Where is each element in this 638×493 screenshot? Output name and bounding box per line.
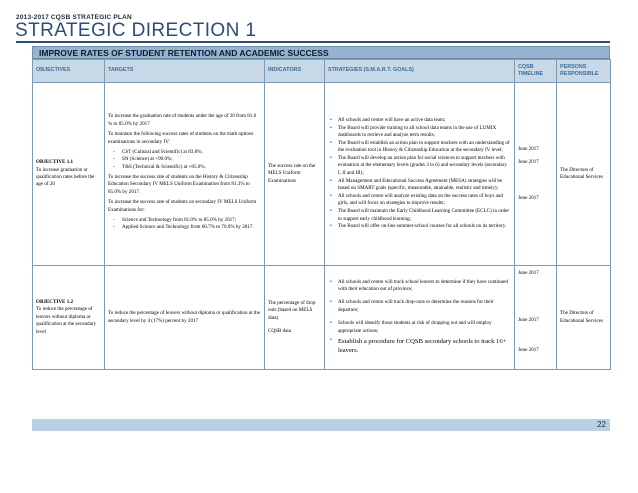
indicator-text: CQSB data [268, 327, 292, 334]
objective-title: OBJECTIVE 1.2 [36, 299, 74, 306]
objective-title: OBJECTIVE 1.1 [36, 159, 74, 166]
list-item: • All Management and Educational Success Agreement (MESA) strategies will be based on SMART goals (specific, measurable, attainable, realistic and timely); [338, 178, 511, 193]
target-list [108, 149, 261, 171]
page-number: 22 [597, 420, 606, 429]
list-item: • The Board will establish an action plan to support teachers with an understanding of the evaluation tool in History & Citizenship Education at the secondary IV level; [338, 140, 511, 155]
strategy-table [32, 59, 611, 370]
timeline-date: June 2017 [518, 194, 539, 201]
col-objectives: OBJECTIVES [33, 60, 105, 83]
objective-text: To increase graduation or qualification rates before the age of 20 [36, 166, 95, 188]
indicators-cell: The success rate on the MELS Uniform Examinations [265, 83, 325, 266]
list-item: • All schools and centre will track drop-outs to determine the reasons for their departure; [338, 299, 511, 314]
list-item: • Schools will identify those students at risk of dropping out and will employ appropriate actions; [338, 320, 511, 335]
list-item: - CST (Cultural and Scientific) at 83.8%; [116, 149, 261, 156]
col-timeline: CQSB TIMELINE [515, 60, 557, 83]
table-row [33, 266, 611, 370]
document-kicker: 2013-2017 CQSB STRATEGIC PLAN [16, 14, 132, 21]
list-item: • All schools and centre will have an active data team; [338, 117, 511, 124]
timeline-date: June 2017 [518, 145, 539, 152]
targets-cell: To reduce the percentage of leavers without diploma or qualification at the secondary level by 4 (17%) percent by 2017 [105, 266, 265, 370]
list-item: • All schools and centre will track school leavers to determine if they have continued with their education out of province; [338, 279, 511, 294]
section-banner: IMPROVE RATES OF STUDENT RETENTION AND ACADEMIC SUCCESS [32, 46, 610, 59]
page-title: STRATEGIC DIRECTION 1 [15, 20, 257, 41]
timeline-date: June 2017 [518, 270, 539, 276]
strategic-table-sheet [32, 46, 610, 370]
timeline-date: June 2017 [518, 346, 539, 353]
target-text: To increase the success rate of students on secondary IV MELS Uniform Examinations for: [108, 199, 257, 213]
list-item: • The Board will provide training to all school data teams in the use of LUMIX dashboards to retrieve and analyze term results; [338, 125, 511, 140]
list-item: • Establish a procedure for CQSB secondary schools to track 16+ leavers. [338, 338, 511, 356]
timeline-cell [515, 266, 557, 370]
title-underline [16, 41, 610, 43]
header-row [33, 60, 611, 83]
strategies-cell [325, 83, 515, 266]
strategy-list [328, 279, 511, 356]
responsible-cell: The Directors of Educational Services [557, 83, 611, 266]
col-responsible: PERSONS RESPONSIBLE [557, 60, 611, 83]
list-item: - Applied Science and Technology from 66.7% to 70.0% by 2017. [116, 224, 261, 231]
table-row [33, 83, 611, 266]
col-indicators: INDICATORS [265, 60, 325, 83]
target-list [108, 217, 261, 232]
list-item: • The Board will offer on-line summer-school courses for all schools on its territory. [338, 223, 511, 230]
objective-cell [33, 83, 105, 266]
col-targets: TARGETS [105, 60, 265, 83]
timeline-date: June 2017 [518, 317, 539, 324]
objective-cell [33, 266, 105, 370]
objective-text: To reduce the percentage of leavers without diploma or qualification at the secondary level [36, 306, 97, 335]
target-text: To maintain the following success rates of students on the math options examinations in secondary IV: [108, 131, 254, 145]
col-strategies: STRATEGIES (S.M.A.R.T. GOALS) [325, 60, 515, 83]
strategy-list [328, 117, 511, 231]
target-text: To increase the graduation rate of students under the age of 20 from 81.6 % to 85.0% by 2017 [108, 113, 257, 127]
responsible-cell: The Directors of Educational Services [557, 266, 611, 370]
target-text: To increase the success rate of students on the History & Citizenship Education Secondary IV MELS Uniform Examination from 81.3% to 85.0% by 2017. [108, 174, 250, 195]
indicators-cell [265, 266, 325, 370]
list-item: • All schools and centre will analyze existing data on the success rates of boys and girls, and will focus on strategies to improve results; [338, 193, 511, 208]
list-item: - Science and Technology from 81.0% to 85.0% by 2017; [116, 217, 261, 224]
list-item: - SN (Science) at +90.0%; [116, 156, 261, 163]
list-item: • The Board will maintain the Early Childhood Learning Committee (ECLC) in order to support early childhood learning; [338, 208, 511, 223]
timeline-date: June 2017 [518, 159, 539, 166]
strategies-cell [325, 266, 515, 370]
timeline-cell [515, 83, 557, 266]
targets-cell [105, 83, 265, 266]
list-item: - T&S (Technical & Scientific) at +85.0%. [116, 164, 261, 171]
indicator-text: The percentage of drop outs (based on MELS data) [268, 299, 316, 321]
footer-bar [32, 419, 610, 431]
list-item: • The Board will develop an action plan for social sciences to support teachers with evaluation at the elementary levels (grades 3 to 6) and secondary levels (secondary I, II and III); [338, 155, 511, 177]
